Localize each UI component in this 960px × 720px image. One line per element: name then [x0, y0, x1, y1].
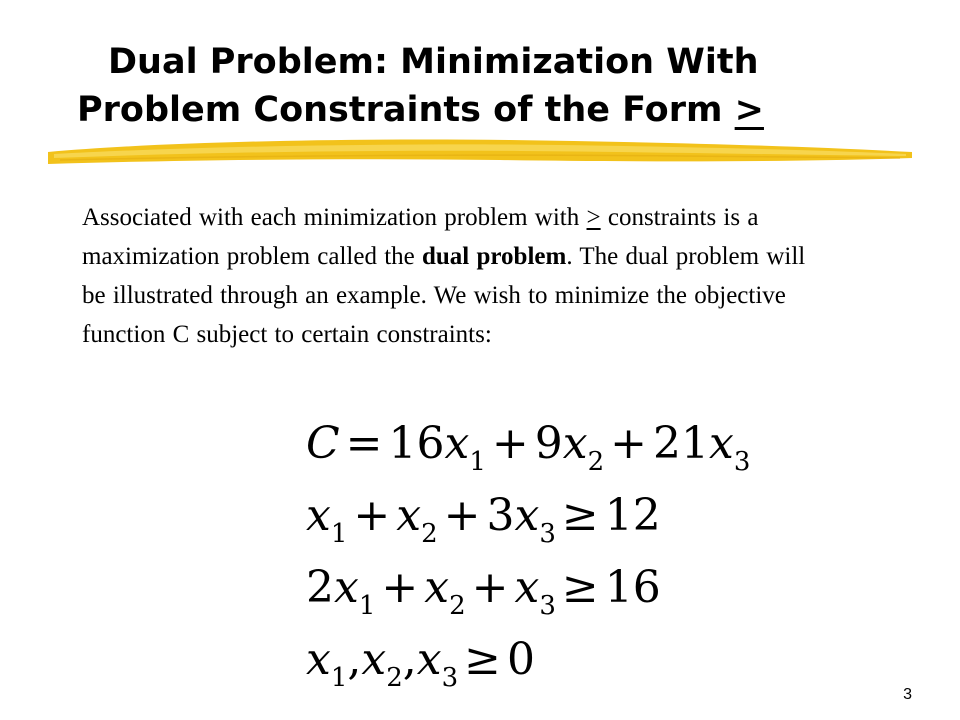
objective-function: $C = 16x_1 + 9x_2 + 21x_3$ [306, 418, 751, 477]
slide-title [40, 38, 920, 134]
title-line-1: Dual Problem: Minimization With [108, 42, 759, 82]
body-text-2: constraints is a maximization problem called the [82, 204, 759, 270]
title-ge-symbol: > [734, 90, 764, 130]
decorative-brush-stroke [40, 130, 920, 170]
term-dual-problem: dual problem [422, 243, 567, 270]
title-line-2-text: Problem Constraints of the Form [77, 90, 735, 130]
title-line-2 [40, 86, 920, 134]
nonnegativity-constraint: $x_1,x_2,x_3 \ge 0$ [306, 634, 535, 693]
body-ge-symbol: > [586, 204, 601, 231]
constraint-1: $x_1 + x_2 + 3x_3 \ge 12$ [306, 490, 661, 549]
body-paragraph [82, 198, 822, 354]
body-text-1: Associated with each minimization problem with [82, 204, 587, 231]
page-number: 3 [903, 686, 912, 703]
body-text-3: . The dual problem will be illustrated through an example. We wish to minimize the objective function C subject to certain constraints: [82, 243, 806, 348]
constraint-2: $2x_1 + x_2 + x_3 \ge 16$ [306, 562, 661, 621]
equation-block [306, 408, 750, 696]
